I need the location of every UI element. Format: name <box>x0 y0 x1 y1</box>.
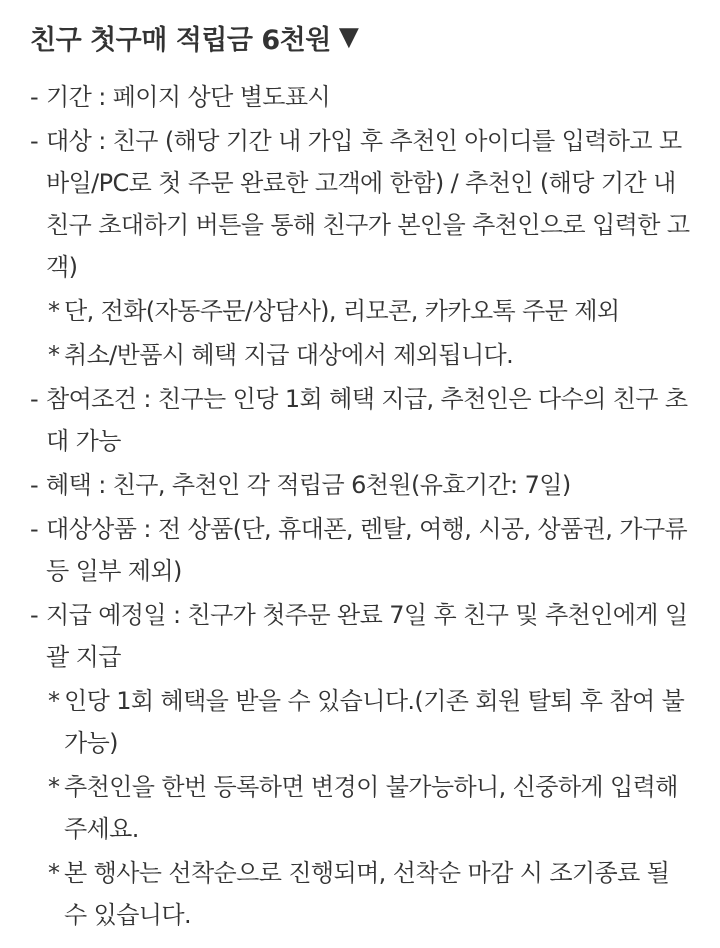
list-item-text: 기간 : 페이지 상단 별도표시 <box>46 83 331 111</box>
note-text: 추천인을 한번 등록하면 변경이 불가능하니, 신중하게 입력해 주세요. <box>64 773 678 843</box>
note-item <box>30 680 690 764</box>
asterisk-marker: * <box>48 773 60 801</box>
note-item <box>30 334 690 376</box>
list-item-benefit <box>30 464 690 506</box>
note-item <box>30 766 690 850</box>
asterisk-marker: * <box>48 297 60 325</box>
asterisk-marker: * <box>48 687 60 715</box>
list-item-text: 혜택 : 친구, 추천인 각 적립금 6천원(유효기간: 7일) <box>46 471 571 499</box>
list-item-period <box>30 76 690 118</box>
list-item-conditions <box>30 378 690 462</box>
page-title: 친구 첫구매 적립금 6천원 <box>30 24 331 56</box>
dash-marker: - <box>30 601 39 629</box>
dash-marker: - <box>30 515 39 543</box>
dash-marker: - <box>30 127 39 155</box>
note-item <box>30 852 690 936</box>
list-item-text: 대상상품 : 전 상품(단, 휴대폰, 렌탈, 여행, 시공, 상품권, 가구류 등 일부 제외) <box>46 515 688 585</box>
note-text: 단, 전화(자동주문/상담사), 리모콘, 카카오톡 주문 제외 <box>64 297 620 325</box>
list-item-payment-date <box>30 594 690 678</box>
dash-marker: - <box>30 385 39 413</box>
dash-marker: - <box>30 83 39 111</box>
list-item-text: 대상 : 친구 (해당 기간 내 가입 후 추천인 아이디를 입력하고 모바일/PC로 첫 주문 완료한 고객에 한함) / 추천인 (해당 기간 내 친구 초대하기 버튼을 통해 친구가 본인을 추천인으로 입력한 고객) <box>46 127 690 281</box>
list-item-text: 지급 예정일 : 친구가 첫주문 완료 7일 후 친구 및 추천인에게 일괄 지급 <box>46 601 688 671</box>
list-item-text: 참여조건 : 친구는 인당 1회 혜택 지급, 추천인은 다수의 친구 초대 가능 <box>46 385 688 455</box>
dash-marker: - <box>30 471 39 499</box>
asterisk-marker: * <box>48 341 60 369</box>
note-item <box>30 290 690 332</box>
triangle-down-icon[interactable]: ▼ <box>338 22 359 52</box>
list-item-target <box>30 120 690 288</box>
note-text: 인당 1회 혜택을 받을 수 있습니다.(기존 회원 탈퇴 후 참여 불가능) <box>64 687 685 757</box>
asterisk-marker: * <box>48 859 60 887</box>
note-text: 본 행사는 선착순으로 진행되며, 선착순 마감 시 조기종료 될 수 있습니다. <box>64 859 670 929</box>
note-text: 취소/반품시 혜택 지급 대상에서 제외됩니다. <box>64 341 514 369</box>
list-item-products <box>30 508 690 592</box>
title-row[interactable] <box>30 14 690 60</box>
